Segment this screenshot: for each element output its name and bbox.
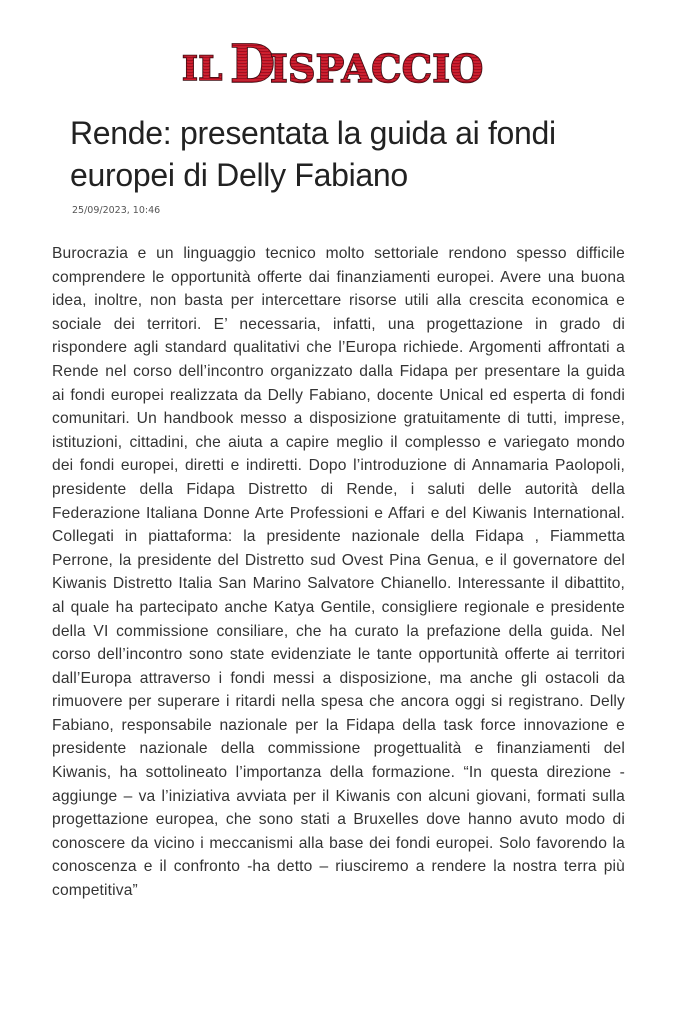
logo-word-il: IL (182, 49, 223, 89)
article-body: Burocrazia e un linguaggio tecnico molto settoriale rendono spesso difficile comprendere le opportunità offerte dai finanziamenti europei. Avere una buona idea, inoltre, non basta per intercettare risorse utili alla crescita economica e sociale dei territori. E’ necessaria, infatti, una progettazione in grado di rispondere agli standard qualitativi che l’Europa richiede. Argomenti affrontati a Rende nel corso dell’incontro organizzato dalla Fidapa per presentare la guida ai fondi europei realizzata da Delly Fabiano, docente Unical ed esperta di fondi comunitari. Un handbook messo a disposizione gratuitamente di tutti, imprese, istituzioni, cittadini, che aiuta a capire meglio il complesso e variegato mondo dei fondi europei, diretti e indiretti. Dopo l’introduzione di Annamaria Paolopoli, presidente della Fidapa Distretto di Rende, i saluti delle autorità della Federazione Italiana Donne Arte Professioni e Affari e del Kiwanis International. Collegati in piattaforma: la presidente nazionale della Fidapa , Fiammetta Perrone, la presidente del Distretto sud Ovest Pina Genua, e il governatore del Kiwanis Distretto Italia San Marino Salvatore Chianello. Interessante il dibattito, al quale ha partecipato anche Katya Gentile, consigliere regionale e presidente della VI commissione consiliare, che ha curato la prefazione della guida. Nel corso dell’incontro sono state evidenziate le tante opportunità offerte ai territori dall’Europa attraverso i fondi messi a disposizione, ma anche gli ostacoli da rimuovere per superare i ritardi nella spesa che ancora oggi si registrano. Delly Fabiano, responsabile nazionale per la Fidapa della task force innovazione e presidente nazionale della commissione progettualità e finanziamenti del Kiwanis, ha sottolineato l’importanza della formazione. “In questa direzione -aggiunge – va l’iniziativa avviata per il Kiwanis con alcuni giovani, formati sulla progettazione europea, che sono stati a Bruxelles dove hanno avuto modo di conoscere da vicino i meccanismi alla base dei fondi europei. Solo favorendo la conoscenza e il confronto -ha detto – riusciremo a rendere la nostra terra più competitiva” (52, 245, 625, 900)
newspaper-logo[interactable] (178, 28, 508, 90)
logo-word-ispaccio: ISPACCIO (270, 46, 484, 90)
logo-initial-d: D (230, 34, 276, 90)
article-date: 25/09/2023, 10:46 (72, 205, 161, 216)
article-title: Rende: presentata la guida ai fondi europei di Delly Fabiano (70, 115, 556, 193)
masthead (0, 28, 686, 90)
